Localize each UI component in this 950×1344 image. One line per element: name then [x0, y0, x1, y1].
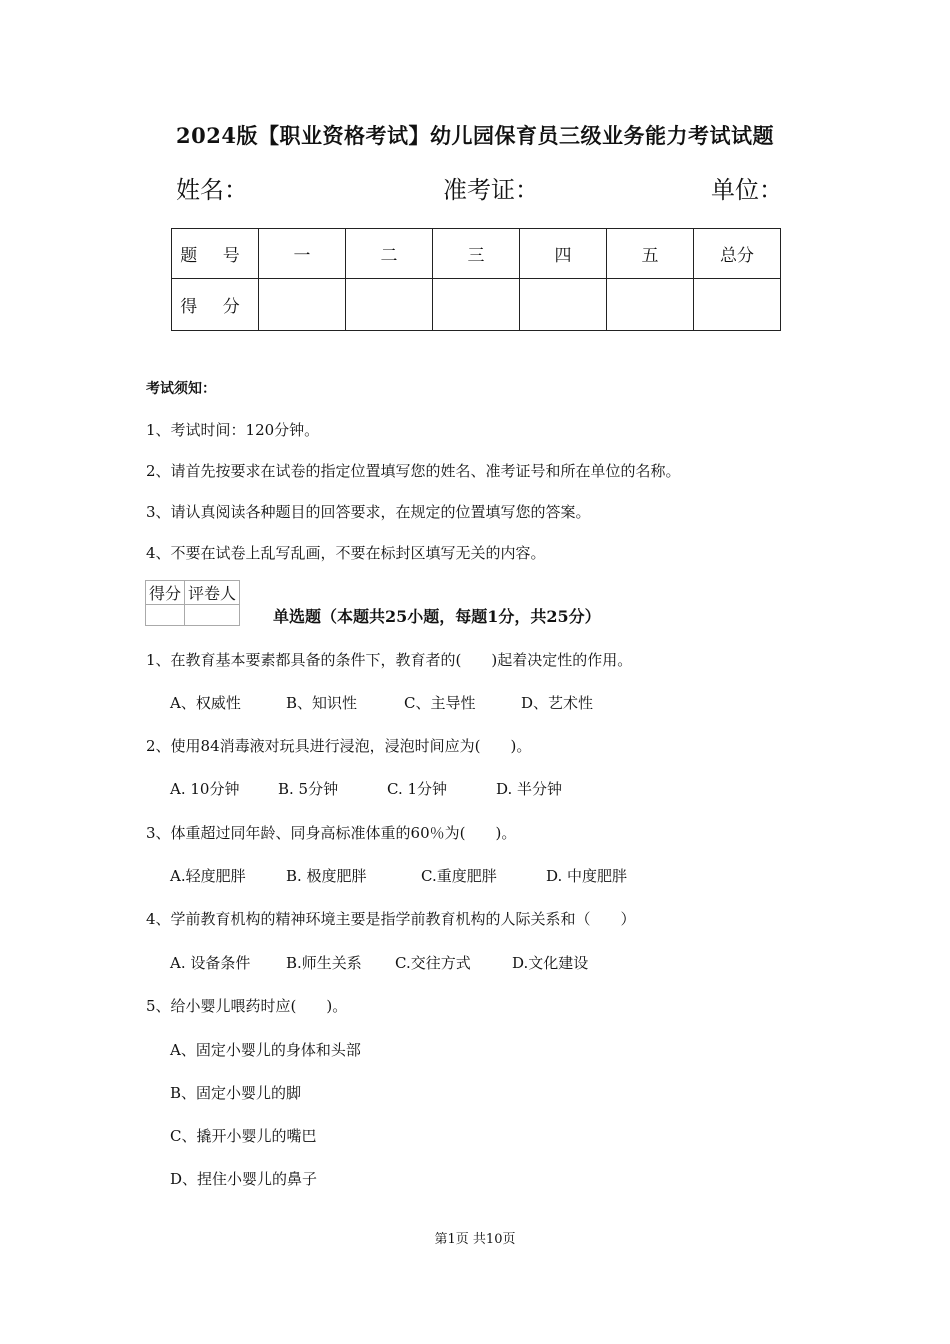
section-title: 单选题（本题共25小题，每题1分，共25分） [273, 607, 601, 626]
score-cell[interactable] [346, 279, 433, 331]
score-row-label: 得 分 [172, 279, 259, 331]
score-table-header-cell: 二 [346, 229, 433, 279]
question-option[interactable]: C、主导性 [404, 694, 476, 712]
notice-item: 4、不要在试卷上乱写乱画，不要在标封区填写无关的内容。 [146, 544, 546, 562]
question-option[interactable]: C.重度肥胖 [421, 867, 497, 885]
notice-item: 2、请首先按要求在试卷的指定位置填写您的姓名、准考证号和所在单位的名称。 [146, 462, 681, 480]
grader-reviewer-cell[interactable] [185, 605, 240, 626]
question-option[interactable]: D. 半分钟 [496, 780, 563, 798]
question-option[interactable]: A. 设备条件 [170, 954, 251, 972]
score-table-header-cell: 四 [520, 229, 607, 279]
score-table-header-cell: 五 [607, 229, 694, 279]
unit-field-label: 单位： [711, 176, 783, 204]
question-option[interactable]: B、固定小婴儿的脚 [170, 1084, 302, 1102]
grader-box [145, 580, 240, 626]
question-option[interactable]: A.轻度肥胖 [170, 867, 246, 885]
question-stem: 4、学前教育机构的精神环境主要是指学前教育机构的人际关系和（ ） [146, 910, 636, 928]
question-option[interactable]: A、固定小婴儿的身体和头部 [170, 1041, 361, 1059]
notice-item: 3、请认真阅读各种题目的回答要求，在规定的位置填写您的答案。 [146, 503, 591, 521]
question-option[interactable]: D.文化建设 [512, 954, 589, 972]
page-footer: 第1页 共10页 [434, 1232, 516, 1247]
question-option[interactable]: A、权威性 [170, 694, 241, 712]
name-field-label: 姓名： [176, 176, 248, 204]
question-option[interactable]: D. 中度肥胖 [546, 867, 628, 885]
question-stem: 1、在教育基本要素都具备的条件下，教育者的( )起着决定性的作用。 [146, 651, 633, 669]
question-stem: 3、体重超过同年龄、同身高标准体重的60％为( )。 [146, 824, 517, 842]
score-cell[interactable] [520, 279, 607, 331]
question-option[interactable]: B. 极度肥胖 [286, 867, 367, 885]
question-option[interactable]: A. 10分钟 [170, 780, 240, 798]
score-cell[interactable] [259, 279, 346, 331]
question-stem: 2、使用84消毒液对玩具进行浸泡，浸泡时间应为( )。 [146, 737, 532, 755]
score-cell[interactable] [694, 279, 781, 331]
question-option[interactable]: B、知识性 [286, 694, 358, 712]
score-table [171, 228, 781, 331]
grader-reviewer-label: 评卷人 [185, 581, 240, 605]
exam-title: 2024版【职业资格考试】幼儿园保育员三级业务能力考试试题 [176, 123, 774, 148]
score-table-header-cell: 一 [259, 229, 346, 279]
grader-score-cell[interactable] [146, 605, 185, 626]
question-option[interactable]: D、艺术性 [521, 694, 594, 712]
question-option[interactable]: B. 5分钟 [278, 780, 339, 798]
notice-item: 1、考试时间：120分钟。 [146, 421, 320, 439]
notice-heading: 考试须知： [146, 381, 216, 397]
question-option[interactable]: B.师生关系 [286, 954, 362, 972]
exam-id-field-label: 准考证： [443, 176, 539, 204]
score-cell[interactable] [607, 279, 694, 331]
score-table-header-row [172, 229, 781, 279]
score-table-header-cell: 三 [433, 229, 520, 279]
question-option[interactable]: D、捏住小婴儿的鼻子 [170, 1170, 318, 1188]
score-table-header-cell: 总分 [694, 229, 781, 279]
grader-score-label: 得分 [146, 581, 185, 605]
question-option[interactable]: C.交往方式 [395, 954, 471, 972]
score-cell[interactable] [433, 279, 520, 331]
question-option[interactable]: C、撬开小婴儿的嘴巴 [170, 1127, 317, 1145]
score-table-header-cell: 题 号 [172, 229, 259, 279]
score-table-score-row [172, 279, 781, 331]
question-option[interactable]: C. 1分钟 [387, 780, 448, 798]
question-stem: 5、给小婴儿喂药时应( )。 [146, 997, 348, 1015]
